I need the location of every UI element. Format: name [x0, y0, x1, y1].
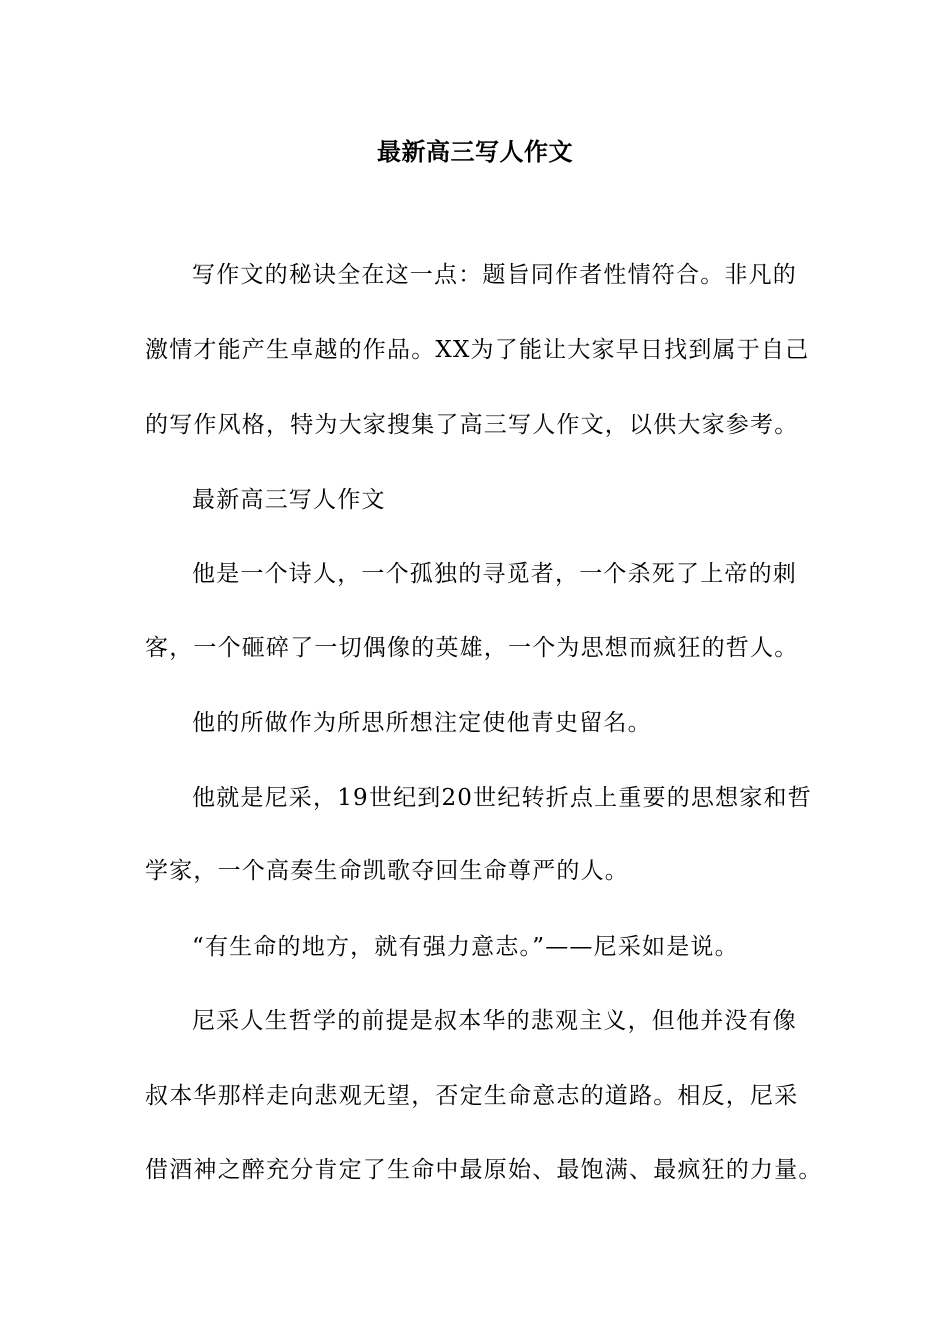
paragraph-line: 尼采人生哲学的前提是叔本华的悲观主义，但他并没有像: [192, 1008, 797, 1034]
paragraph-line: 学家，一个高奏生命凯歌夺回生命尊严的人。: [145, 858, 629, 884]
paragraph-line: 叔本华那样走向悲观无望，否定生命意志的道路。相反，尼采: [145, 1083, 799, 1109]
section-heading: 最新高三写人作文: [192, 487, 386, 513]
document-title: 最新高三写人作文: [377, 137, 573, 166]
paragraph-line: 激情才能产生卓越的作品。XX为了能让大家早日找到属于自己: [145, 337, 810, 363]
quote-line: “有生命的地方，就有强力意志。”——尼采如是说。: [192, 934, 739, 960]
paragraph-line: 他的所做作为所思所想注定使他青史留名。: [192, 710, 652, 736]
paragraph-line: 的写作风格，特为大家搜集了高三写人作文，以供大家参考。: [145, 412, 799, 438]
paragraph-line: 借酒神之醉充分肯定了生命中最原始、最饱满、最疯狂的力量。: [145, 1157, 823, 1183]
paragraph-line: 写作文的秘诀全在这一点：题旨同作者性情符合。非凡的: [192, 262, 797, 288]
paragraph-line: 客，一个砸碎了一切偶像的英雄，一个为思想而疯狂的哲人。: [145, 635, 799, 661]
paragraph-line: 他就是尼采，19世纪到20世纪转折点上重要的思想家和哲: [192, 785, 812, 811]
paragraph-line: 他是一个诗人，一个孤独的寻觅者，一个杀死了上帝的刺: [192, 561, 797, 587]
